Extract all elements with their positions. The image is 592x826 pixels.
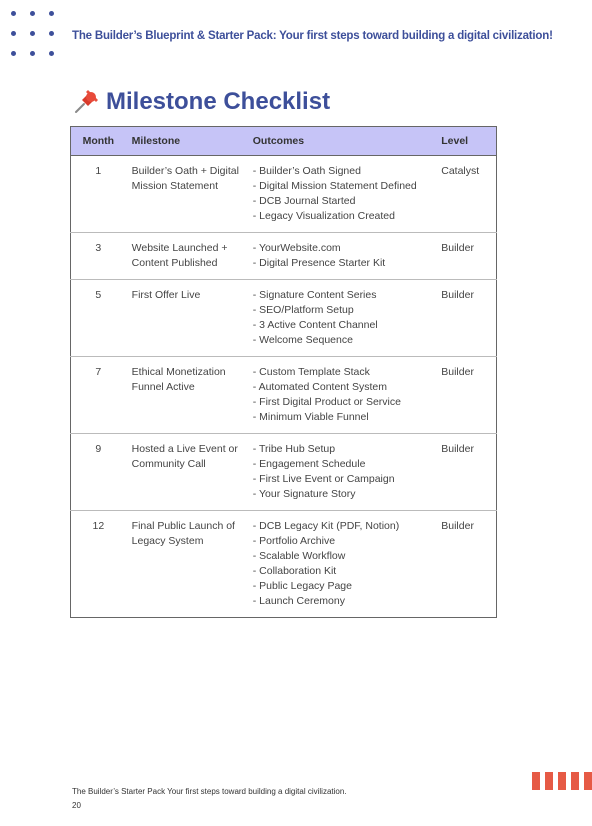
outcome-item: - Legacy Visualization Created (252, 210, 395, 222)
milestone-table (70, 126, 497, 618)
bar-icon (584, 772, 592, 790)
level-cell: Builder (435, 357, 496, 434)
outcomes-cell (247, 434, 436, 511)
level-cell: Builder (441, 520, 474, 532)
outcome-item: - First Digital Product or Service (252, 396, 401, 408)
outcome-item: - 3 Active Content Channel (252, 319, 378, 331)
outcome-item: - Custom Template Stack (252, 366, 370, 378)
outcomes-cell (247, 511, 436, 618)
outcome-item: - Your Signature Story (252, 488, 356, 500)
table-row (71, 434, 497, 511)
dot-icon (11, 51, 16, 56)
table-header-row (71, 127, 497, 156)
milestone-cell: Hosted a Live Event or Community Call (126, 434, 247, 511)
outcomes-cell (247, 156, 436, 233)
level-cell: Builder (435, 434, 496, 511)
outcome-item: - Welcome Sequence (252, 334, 353, 346)
month-cell: 9 (71, 434, 126, 511)
outcome-item: - First Live Event or Campaign (252, 473, 395, 485)
dot-icon (49, 11, 54, 16)
milestone-cell: Website Launched + Content Published (126, 233, 247, 280)
bar-icon (571, 772, 579, 790)
dot-icon (49, 31, 54, 36)
level-cell: Builder (435, 280, 496, 357)
table-row (71, 511, 497, 618)
outcome-item: - Digital Presence Starter Kit (252, 257, 386, 269)
outcome-item: - DCB Journal Started (252, 195, 356, 207)
section-heading (72, 88, 330, 116)
pushpin-icon (72, 88, 100, 116)
outcome-item: - Engagement Schedule (252, 458, 366, 470)
outcome-item: - YourWebsite.com (252, 242, 341, 254)
milestone-cell: First Offer Live (126, 280, 247, 357)
decorative-bars (532, 772, 592, 790)
outcomes-cell (247, 280, 436, 357)
column-header-outcomes: Outcomes (247, 127, 436, 156)
milestone-cell: Final Public Launch of Legacy System (131, 520, 235, 547)
outcome-item: - Scalable Workflow (252, 550, 346, 562)
dot-icon (30, 51, 35, 56)
dot-icon (30, 31, 35, 36)
outcome-item: - Builder’s Oath Signed (252, 165, 361, 177)
month-cell: 5 (71, 280, 126, 357)
dot-icon (11, 11, 16, 16)
dot-icon (11, 31, 16, 36)
outcome-item: - DCB Legacy Kit (PDF, Notion) (252, 520, 400, 532)
column-header-month: Month (71, 127, 126, 156)
bar-icon (545, 772, 553, 790)
decorative-dot-grid (8, 8, 58, 58)
bar-icon (532, 772, 540, 790)
month-cell: 12 (92, 520, 105, 532)
outcome-item: - Minimum Viable Funnel (252, 411, 369, 423)
milestone-cell: Builder’s Oath + Digital Mission Statement (126, 156, 247, 233)
milestone-cell: Ethical Monetization Funnel Active (126, 357, 247, 434)
outcome-item: - Tribe Hub Setup (252, 443, 336, 455)
outcome-item: - Launch Ceremony (252, 595, 345, 607)
table-row (71, 357, 497, 434)
outcome-item: - Automated Content System (252, 381, 387, 393)
outcome-item: - Portfolio Archive (252, 535, 336, 547)
column-header-milestone: Milestone (126, 127, 247, 156)
month-cell: 1 (71, 156, 126, 233)
table-row (71, 233, 497, 280)
table-row (71, 156, 497, 233)
level-cell: Catalyst (435, 156, 496, 233)
outcome-item: - Collaboration Kit (252, 565, 337, 577)
column-header-level: Level (435, 127, 496, 156)
outcomes-cell (247, 357, 436, 434)
bar-icon (558, 772, 566, 790)
table-row (71, 280, 497, 357)
outcome-item: - Public Legacy Page (252, 580, 352, 592)
month-cell: 7 (71, 357, 126, 434)
page-header-title: The Builder’s Blueprint & Starter Pack: Your first steps toward building a digital civilization! (72, 30, 553, 42)
dot-icon (49, 51, 54, 56)
outcome-item: - SEO/Platform Setup (252, 304, 354, 316)
page-title: Milestone Checklist (106, 88, 331, 115)
page-number: 20 (72, 801, 81, 810)
month-cell: 3 (71, 233, 126, 280)
level-cell: Builder (435, 233, 496, 280)
outcome-item: - Digital Mission Statement Defined (252, 180, 417, 192)
footer-text: The Builder’s Starter Pack Your first steps toward building a digital civilization. (72, 787, 347, 796)
outcome-item: - Signature Content Series (252, 289, 377, 301)
outcomes-cell (247, 233, 436, 280)
dot-icon (30, 11, 35, 16)
